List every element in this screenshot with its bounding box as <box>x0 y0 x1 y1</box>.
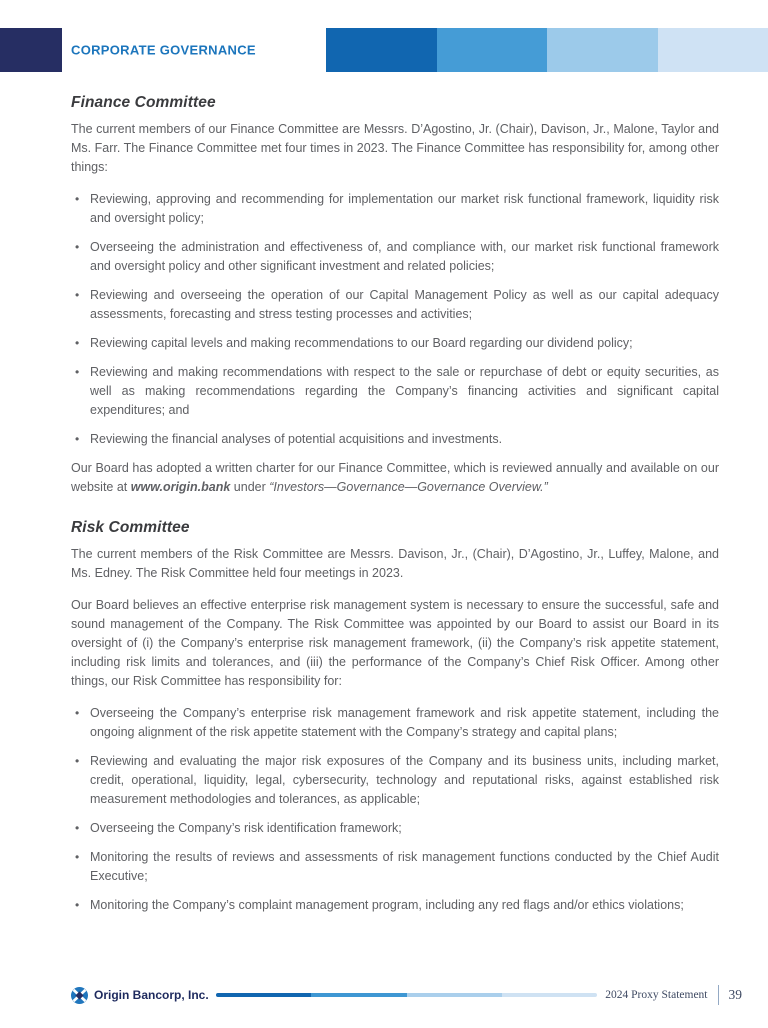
list-item-text: Monitoring the Company’s complaint management program, including any red flags and/or ethics violations; <box>90 898 684 912</box>
header-accent-block <box>0 28 62 72</box>
finance-bullet-list <box>71 190 719 449</box>
page-footer <box>71 983 742 1007</box>
header-gradient-bar <box>326 28 768 72</box>
closing-text: under <box>230 480 269 494</box>
bullet-icon: • <box>75 430 79 449</box>
page-content <box>0 94 768 915</box>
page <box>0 28 768 915</box>
page-header <box>0 28 768 72</box>
finance-closing-paragraph <box>71 459 719 497</box>
list-item-text: Reviewing, approving and recommending for implementation our market risk functional framework, liquidity risk and oversight policy; <box>90 192 719 225</box>
list-item <box>71 896 719 915</box>
risk-bullet-list <box>71 704 719 915</box>
footer-gradient-rule <box>216 993 598 997</box>
list-item <box>71 190 719 228</box>
gradient-segment-3 <box>547 28 658 72</box>
gradient-segment-4 <box>658 28 768 72</box>
finance-committee-heading: Finance Committee <box>71 94 719 112</box>
bullet-icon: • <box>75 363 79 382</box>
page-number: 39 <box>729 987 743 1003</box>
risk-intro-paragraph: The current members of the Risk Committee are Messrs. Davison, Jr., (Chair), D’Agostino, Jr., Luffey, Malone, and Ms. Edney. The Risk Committee held four meetings in 2023. <box>71 545 719 583</box>
list-item <box>71 819 719 838</box>
website-text: www.origin.bank <box>131 480 231 494</box>
list-item <box>71 363 719 420</box>
rule-segment-1 <box>216 993 311 997</box>
closing-quote-text: “Investors—Governance—Governance Overview.” <box>269 480 548 494</box>
risk-committee-heading: Risk Committee <box>71 519 719 537</box>
list-item <box>71 238 719 276</box>
gradient-segment-1 <box>326 28 437 72</box>
footer-document-title: 2024 Proxy Statement <box>605 989 707 1001</box>
list-item-text: Overseeing the administration and effectiveness of, and compliance with, our market risk functional framework and oversight policy and other significant investment and related policies; <box>90 240 719 273</box>
page-title: CORPORATE GOVERNANCE <box>71 43 256 58</box>
rule-segment-2 <box>311 993 406 997</box>
list-item <box>71 848 719 886</box>
list-item-text: Overseeing the Company’s risk identification framework; <box>90 821 402 835</box>
bullet-icon: • <box>75 334 79 353</box>
list-item-text: Reviewing and overseeing the operation of our Capital Management Policy as well as our capital adequacy assessments, forecasting and stress testing processes and activities; <box>90 288 719 321</box>
list-item <box>71 286 719 324</box>
bullet-icon: • <box>75 238 79 257</box>
bullet-icon: • <box>75 752 79 771</box>
finance-intro-paragraph: The current members of our Finance Committee are Messrs. D’Agostino, Jr. (Chair), Davison, Jr., Malone, Taylor and Ms. Farr. The Finance Committee met four times in 2023. The Finance Committee has responsibility for, among other things: <box>71 120 719 177</box>
bullet-icon: • <box>75 190 79 209</box>
rule-segment-3 <box>407 993 502 997</box>
list-item <box>71 704 719 742</box>
bullet-icon: • <box>75 896 79 915</box>
list-item-text: Reviewing and making recommendations with respect to the sale or repurchase of debt or equity securities, as well as making recommendations regarding the Company’s financing activities and significant capital expenditures; and <box>90 365 719 417</box>
list-item-text: Reviewing the financial analyses of potential acquisitions and investments. <box>90 432 502 446</box>
list-item-text: Monitoring the results of reviews and assessments of risk management functions conducted by the Chief Audit Executive; <box>90 850 719 883</box>
gradient-segment-2 <box>437 28 548 72</box>
origin-bancorp-logo-icon <box>71 987 88 1004</box>
list-item <box>71 752 719 809</box>
footer-divider <box>718 985 719 1005</box>
bullet-icon: • <box>75 848 79 867</box>
list-item-text: Reviewing and evaluating the major risk exposures of the Company and its business units, including market, credit, operational, liquidity, legal, cybersecurity, technology and reputational risks, against established risk measurement methodologies and tolerances, as applicable; <box>90 754 719 806</box>
bullet-icon: • <box>75 286 79 305</box>
bullet-icon: • <box>75 704 79 723</box>
footer-company-name: Origin Bancorp, Inc. <box>94 988 209 1002</box>
rule-segment-4 <box>502 993 597 997</box>
list-item <box>71 334 719 353</box>
list-item <box>71 430 719 449</box>
bullet-icon: • <box>75 819 79 838</box>
risk-overview-paragraph: Our Board believes an effective enterprise risk management system is necessary to ensure the successful, safe and sound management of the Company. The Risk Committee was appointed by our Board to assist our Board in its oversight of (i) the Company’s enterprise risk management framework, (ii) the Company’s risk appetite statement, including risk limits and tolerances, and (iii) the performance of the Company’s Chief Risk Officer. Among other things, our Risk Committee has responsibility for: <box>71 596 719 691</box>
closing-text: Our Board has adopted a written charter for our Finance Committee, which is reviewed annually and available on our website at <box>71 461 719 494</box>
list-item-text: Reviewing capital levels and making recommendations to our Board regarding our dividend policy; <box>90 336 633 350</box>
list-item-text: Overseeing the Company’s enterprise risk management framework and risk appetite statement, including the ongoing alignment of the risk appetite statement with the Company’s strategy and capital plans; <box>90 706 719 739</box>
